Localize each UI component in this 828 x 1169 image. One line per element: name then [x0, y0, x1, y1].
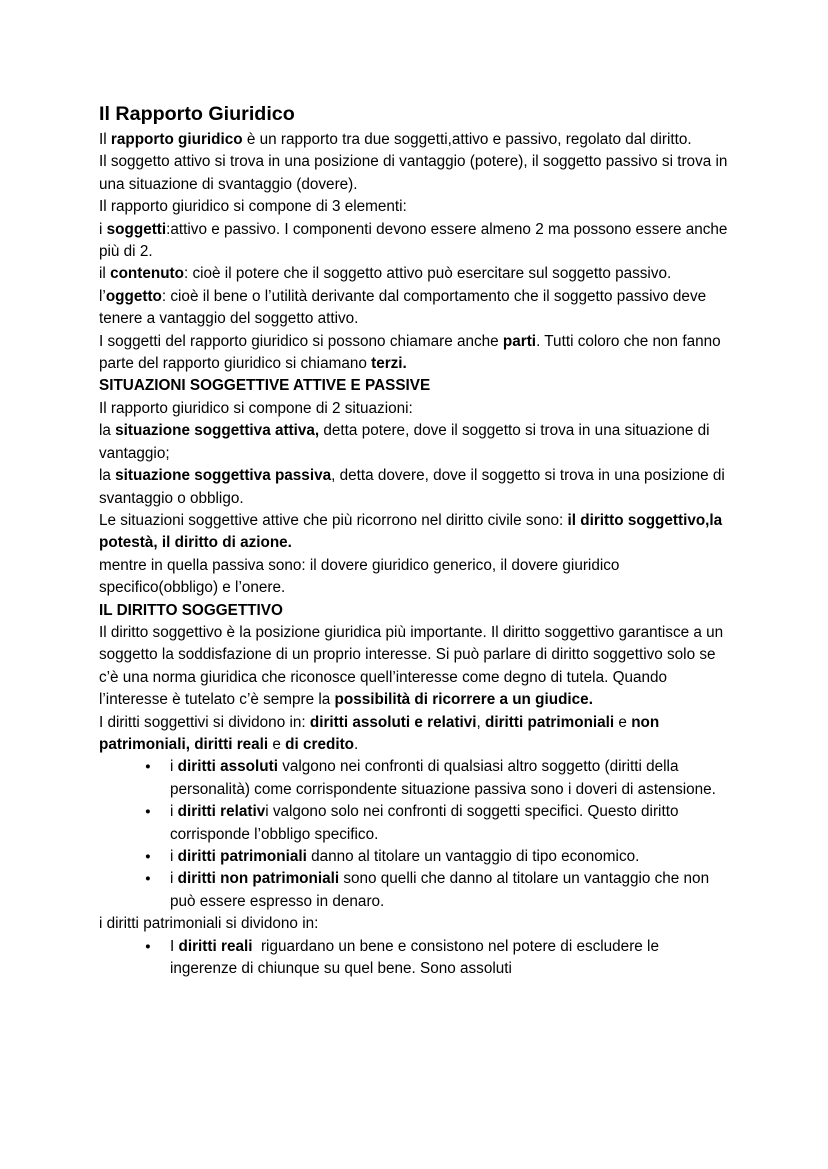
text-run: i valgono solo nei confronti di soggetti specifici. Questo diritto corrisponde l’obbligo specifico. [170, 803, 679, 843]
text-run: i [170, 870, 178, 888]
bullet-item [145, 846, 729, 868]
text-run: :attivo e passivo. I componenti devono essere almeno 2 ma possono essere anche più di 2. [99, 220, 728, 261]
text-run: i [170, 848, 178, 865]
text-run: detta potere, dove il soggetto si trova in una situazione di vantaggio; [99, 422, 710, 462]
bold-text-run: oggetto [105, 287, 162, 305]
bold-text-run: diritti non patrimoniali [177, 870, 340, 888]
bold-text-run: diritti assoluti [177, 758, 278, 776]
bullet-item [145, 756, 729, 801]
text-run: la [99, 422, 116, 440]
bold-text-run: il diritto soggettivo,la potestà, il diritto di azione. [99, 511, 723, 552]
text-run: . Tutti coloro che non fanno parte del rapporto giuridico si chiamano [99, 332, 721, 373]
bold-text-run: parti [502, 332, 537, 350]
paragraph [99, 263, 729, 285]
bullet-list [99, 756, 729, 913]
bullet-item [145, 936, 729, 981]
text-run: i [170, 758, 178, 776]
paragraph [99, 286, 729, 331]
text-run: : cioè il bene o l’utilità derivante dal comportamento che il soggetto passivo deve tenere a vantaggio del soggetto attivo. [99, 287, 707, 328]
bullet-icon: ● [145, 873, 151, 885]
bullet-icon: ● [145, 806, 151, 818]
paragraph [99, 219, 729, 264]
paragraph [99, 398, 729, 420]
text-run: I soggetti del rapporto giuridico si possono chiamare anche [99, 332, 503, 350]
text-run: Il soggetto attivo si trova in una posizione di vantaggio (potere), il soggetto passivo si trova in una situazione di svantaggio (dovere). [99, 153, 728, 193]
bullet-list [99, 936, 729, 981]
paragraph [99, 331, 729, 376]
paragraph [99, 913, 729, 935]
text-run: i [170, 803, 178, 821]
text-run: Il rapporto giuridico si compone di 2 situazioni: [99, 399, 413, 417]
bold-text-run: SITUAZIONI SOGGETTIVE ATTIVE E PASSIVE [99, 377, 431, 395]
text-run: Il rapporto giuridico si compone di 3 elementi: [99, 198, 407, 216]
section-heading [99, 600, 729, 622]
bullet-icon: ● [145, 940, 151, 952]
paragraph [99, 420, 729, 465]
text-run: Il diritto soggettivo è la posizione giuridica più importante. Il diritto soggettivo garantisce a un soggetto la soddisfazione di un proprio interesse. Si può parlare di diritto soggettivo solo se c’è una norma giuridica che riconosce quell’interesse come degno di tutela. Quando l’interesse è tutelato c’è sempre la [99, 623, 724, 709]
bold-text-run: situazione soggettiva passiva [115, 467, 332, 485]
paragraph [99, 622, 729, 712]
bold-text-run: diritti reali [178, 937, 253, 955]
section-heading [99, 375, 729, 397]
text-run: , [476, 713, 485, 731]
document-body [99, 129, 729, 980]
bold-text-run: soggetti [106, 220, 167, 238]
bullet-item [145, 801, 729, 846]
paragraph [99, 555, 729, 600]
text-run: sono quelli che danno al titolare un vantaggio che non può essere espresso in denaro. [170, 870, 710, 910]
bold-text-run: situazione soggettiva attiva, [115, 422, 320, 440]
text-run: danno al titolare un vantaggio di tipo economico. [306, 848, 640, 865]
text-run: valgono nei confronti di qualsiasi altro soggetto (diritti della personalità) come corrispondente situazione passiva sono i doveri di astensione. [170, 758, 716, 798]
paragraph [99, 510, 729, 555]
bold-text-run: terzi. [371, 355, 407, 373]
text-run: i [99, 220, 107, 238]
document-title: Il Rapporto Giuridico [99, 103, 295, 125]
bold-text-run: diritti patrimoniali [484, 713, 615, 731]
bold-text-run: diritti reali [194, 735, 269, 753]
text-run: e [614, 713, 632, 731]
bullet-item [145, 868, 729, 913]
bold-text-run: di credito [285, 735, 355, 753]
bullet-icon: ● [145, 851, 151, 862]
bold-text-run: non patrimoniali, [99, 713, 660, 753]
text-run: è un rapporto tra due soggetti,attivo e passivo, regolato dal diritto. [242, 131, 692, 148]
text-run: riguardano un bene e consistono nel potere di escludere le ingerenze di chiunque su quel bene. Sono assoluti [170, 937, 659, 978]
bold-text-run: IL DIRITTO SOGGETTIVO [99, 601, 283, 619]
text-run: mentre in quella passiva sono: il dovere giuridico generico, il dovere giuridico specifico(obbligo) e l’onere. [99, 556, 620, 597]
paragraph [99, 129, 729, 151]
text-run: il [99, 265, 111, 283]
bold-text-run: diritti assoluti e relativi [309, 713, 477, 731]
text-run: I [170, 937, 179, 955]
text-run: , detta dovere, dove il soggetto si trova in una posizione di svantaggio o obbligo. [99, 467, 725, 507]
bullet-icon: ● [145, 761, 151, 773]
paragraph [99, 465, 729, 510]
text-run: Le situazioni soggettive attive che più ricorrono nel diritto civile sono: [99, 511, 568, 529]
paragraph [99, 712, 729, 757]
text-run: : cioè il potere che il soggetto attivo può esercitare sul soggetto passivo. [184, 265, 672, 283]
bold-text-run: diritti relativ [177, 803, 266, 821]
bold-text-run: rapporto giuridico [110, 131, 243, 148]
text-run: . [354, 735, 359, 753]
text-run: I diritti soggettivi si dividono in: [99, 713, 310, 731]
paragraph [99, 151, 729, 196]
paragraph [99, 196, 729, 218]
text-run: la [99, 467, 116, 485]
text-run: l’ [99, 287, 106, 305]
bold-text-run: contenuto [110, 265, 184, 283]
bold-text-run: possibilità di ricorrere a un giudice. [334, 691, 593, 709]
bold-text-run: diritti patrimoniali [177, 848, 307, 865]
text-run: i diritti patrimoniali si dividono in: [99, 915, 319, 933]
text-run: e [268, 735, 286, 753]
text-run: Il [99, 131, 111, 148]
